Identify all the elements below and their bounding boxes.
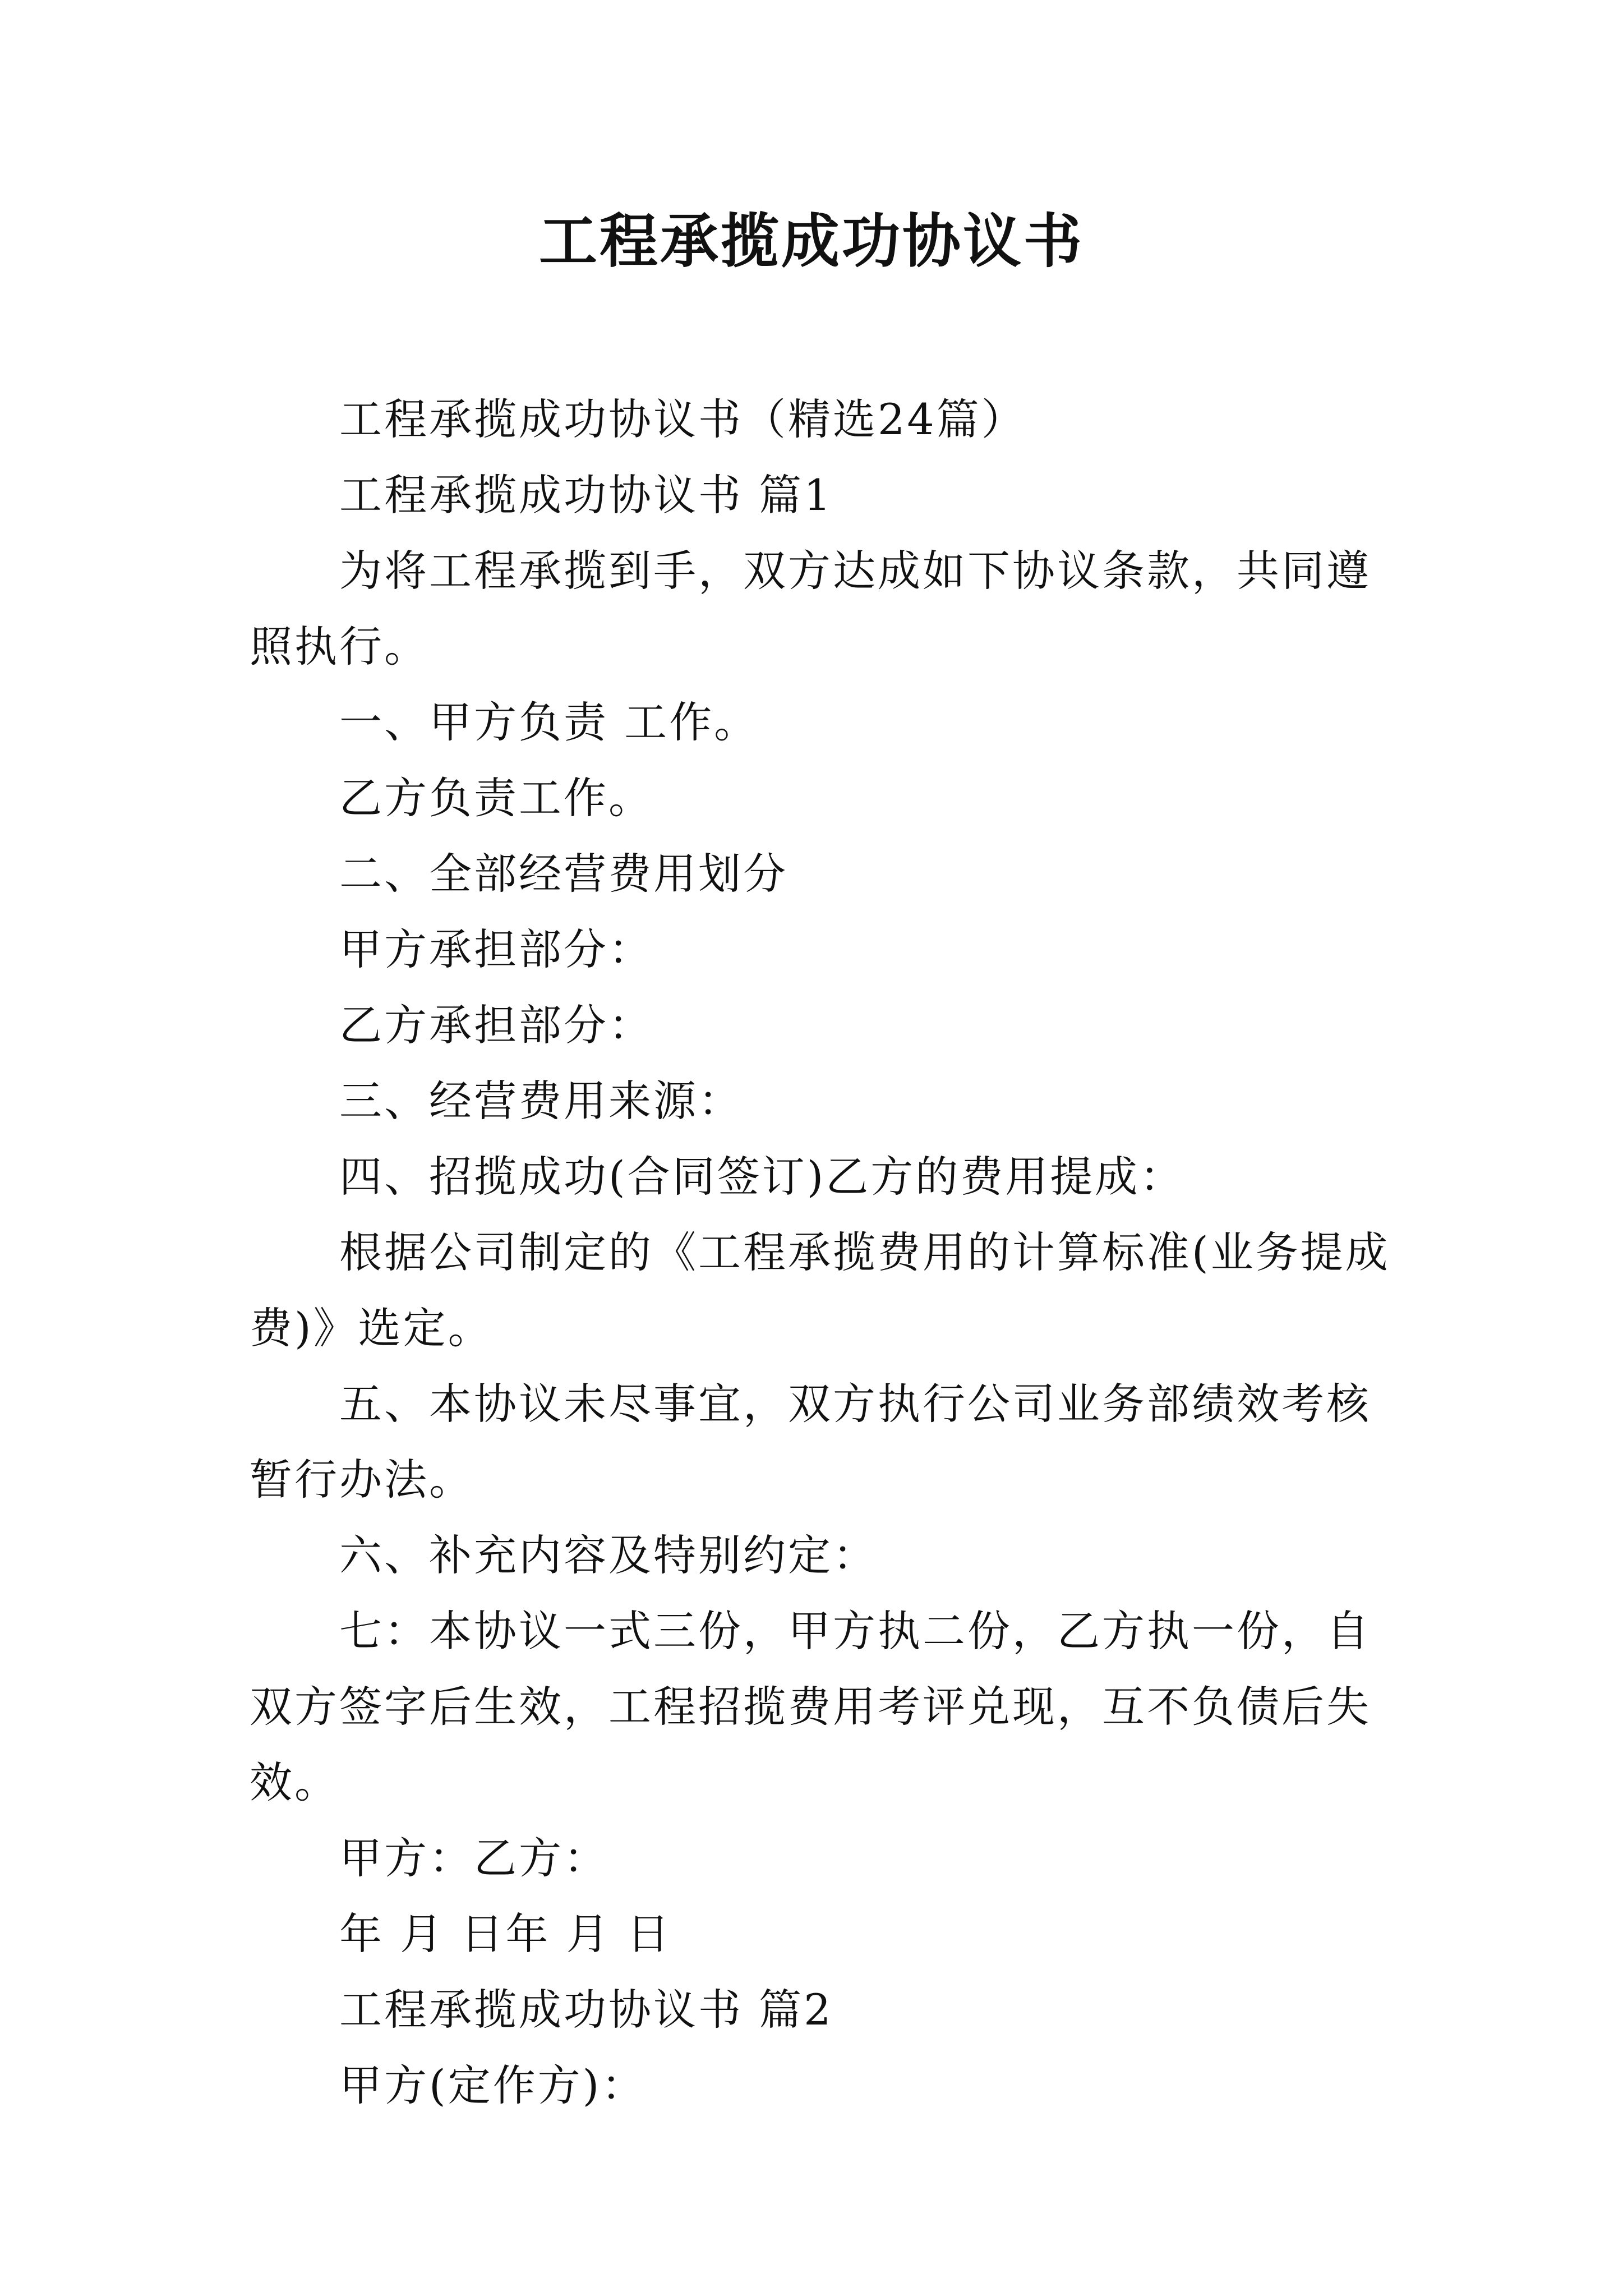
paragraph: 四、招揽成功(合同签订)乙方的费用提成：	[339, 1152, 1185, 1202]
paragraph: 三、经营费用来源：	[339, 1076, 743, 1126]
paragraph: 根据公司制定的《工程承揽费用的计算标准(业务提成费)》选定。	[250, 1227, 1390, 1353]
document-body	[250, 381, 1391, 2123]
paragraph: 乙方负责工作。	[339, 773, 653, 823]
paragraph: 二、全部经营费用划分	[339, 849, 788, 899]
paragraph: 甲方承担部分：	[339, 924, 653, 974]
paragraph-intro-title: 工程承揽成功协议书（精选24篇）	[339, 394, 1026, 444]
paragraph: 乙方承担部分：	[339, 1000, 653, 1050]
paragraph: 七：本协议一式三份，甲方执二份，乙方执一份，自双方签字后生效，工程招揽费用考评兑现，互不负债后失效。	[250, 1606, 1371, 1807]
document-title: 工程承揽成功协议书	[538, 206, 1084, 275]
paragraph: 一、甲方负责 工作。	[339, 697, 759, 747]
paragraph: 六、补充内容及特别约定：	[339, 1530, 878, 1580]
paragraph: 为将工程承揽到手，双方达成如下协议条款，共同遵照执行。	[250, 546, 1371, 671]
paragraph: 五、本协议未尽事宜，双方执行公司业务部绩效考核暂行办法。	[250, 1379, 1371, 1504]
date-line: 年 月 日年 月 日	[339, 1909, 672, 1959]
signature-line: 甲方：乙方：	[339, 1833, 608, 1883]
paragraph-section-heading: 工程承揽成功协议书 篇1	[339, 470, 833, 520]
paragraph: 甲方(定作方)：	[339, 2060, 647, 2110]
paragraph-section-heading: 工程承揽成功协议书 篇2	[339, 1985, 833, 2035]
